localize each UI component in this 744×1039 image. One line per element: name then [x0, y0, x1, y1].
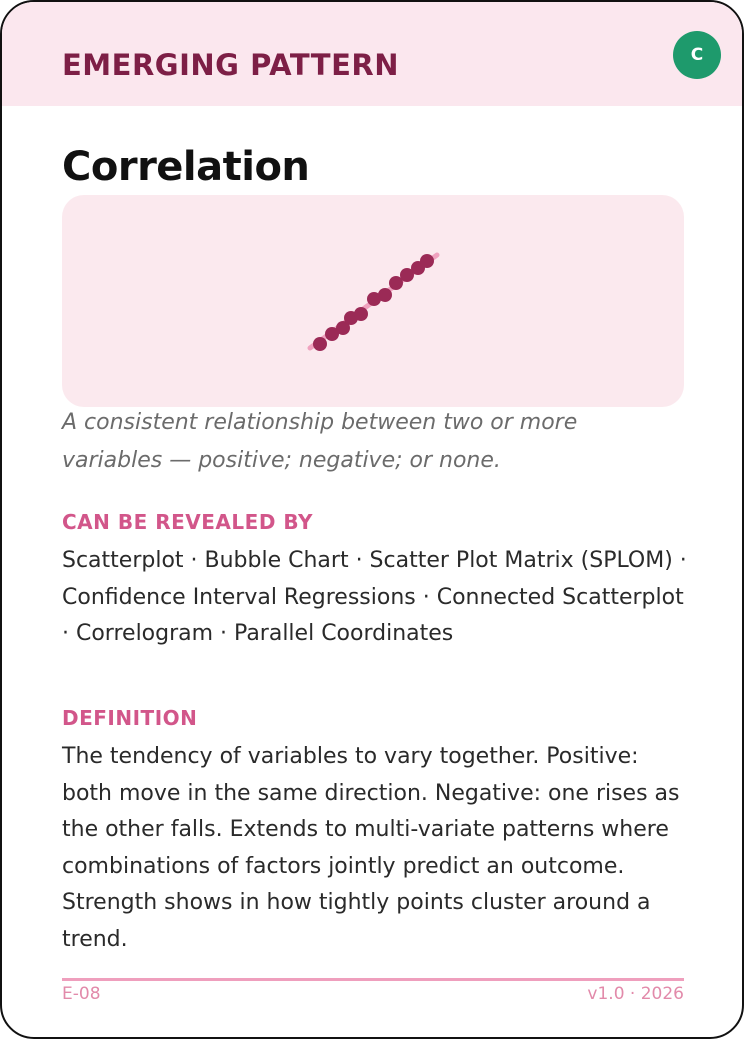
card-version: v1.0 · 2026	[587, 984, 684, 1004]
definition-label: DEFINITION	[62, 706, 198, 730]
footer-divider	[62, 978, 684, 981]
card-title: Correlation	[62, 144, 310, 190]
category-label: EMERGING PATTERN	[62, 48, 399, 82]
revealed-by-text: Scatterplot · Bubble Chart · Scatter Plot Matrix (SPLOM) · Confidence Interval Regressions · Connected Scatterplot · Correlogram · Parallel Coordinates	[62, 548, 687, 646]
data-point	[313, 337, 327, 351]
data-point	[378, 288, 392, 302]
correlation-illustration	[62, 195, 684, 407]
revealed-by-label: CAN BE REVEALED BY	[62, 510, 314, 534]
card-tagline: A consistent relationship between two or more variables — positive; negative; or none.	[62, 410, 578, 473]
data-point	[420, 254, 434, 268]
scatter-illustration	[62, 195, 684, 407]
card-id: E-08	[62, 984, 101, 1004]
definition-text: The tendency of variables to vary together. Positive: both move in the same direction. Negative: one rises as the other falls. Extends to multi-variate patterns where combinations of factors jointly predict an outcome. Strength shows in how tightly points cluster around a trend.	[62, 744, 680, 952]
card-header	[2, 2, 742, 106]
data-point	[354, 307, 368, 321]
card-badge: C	[673, 31, 721, 79]
